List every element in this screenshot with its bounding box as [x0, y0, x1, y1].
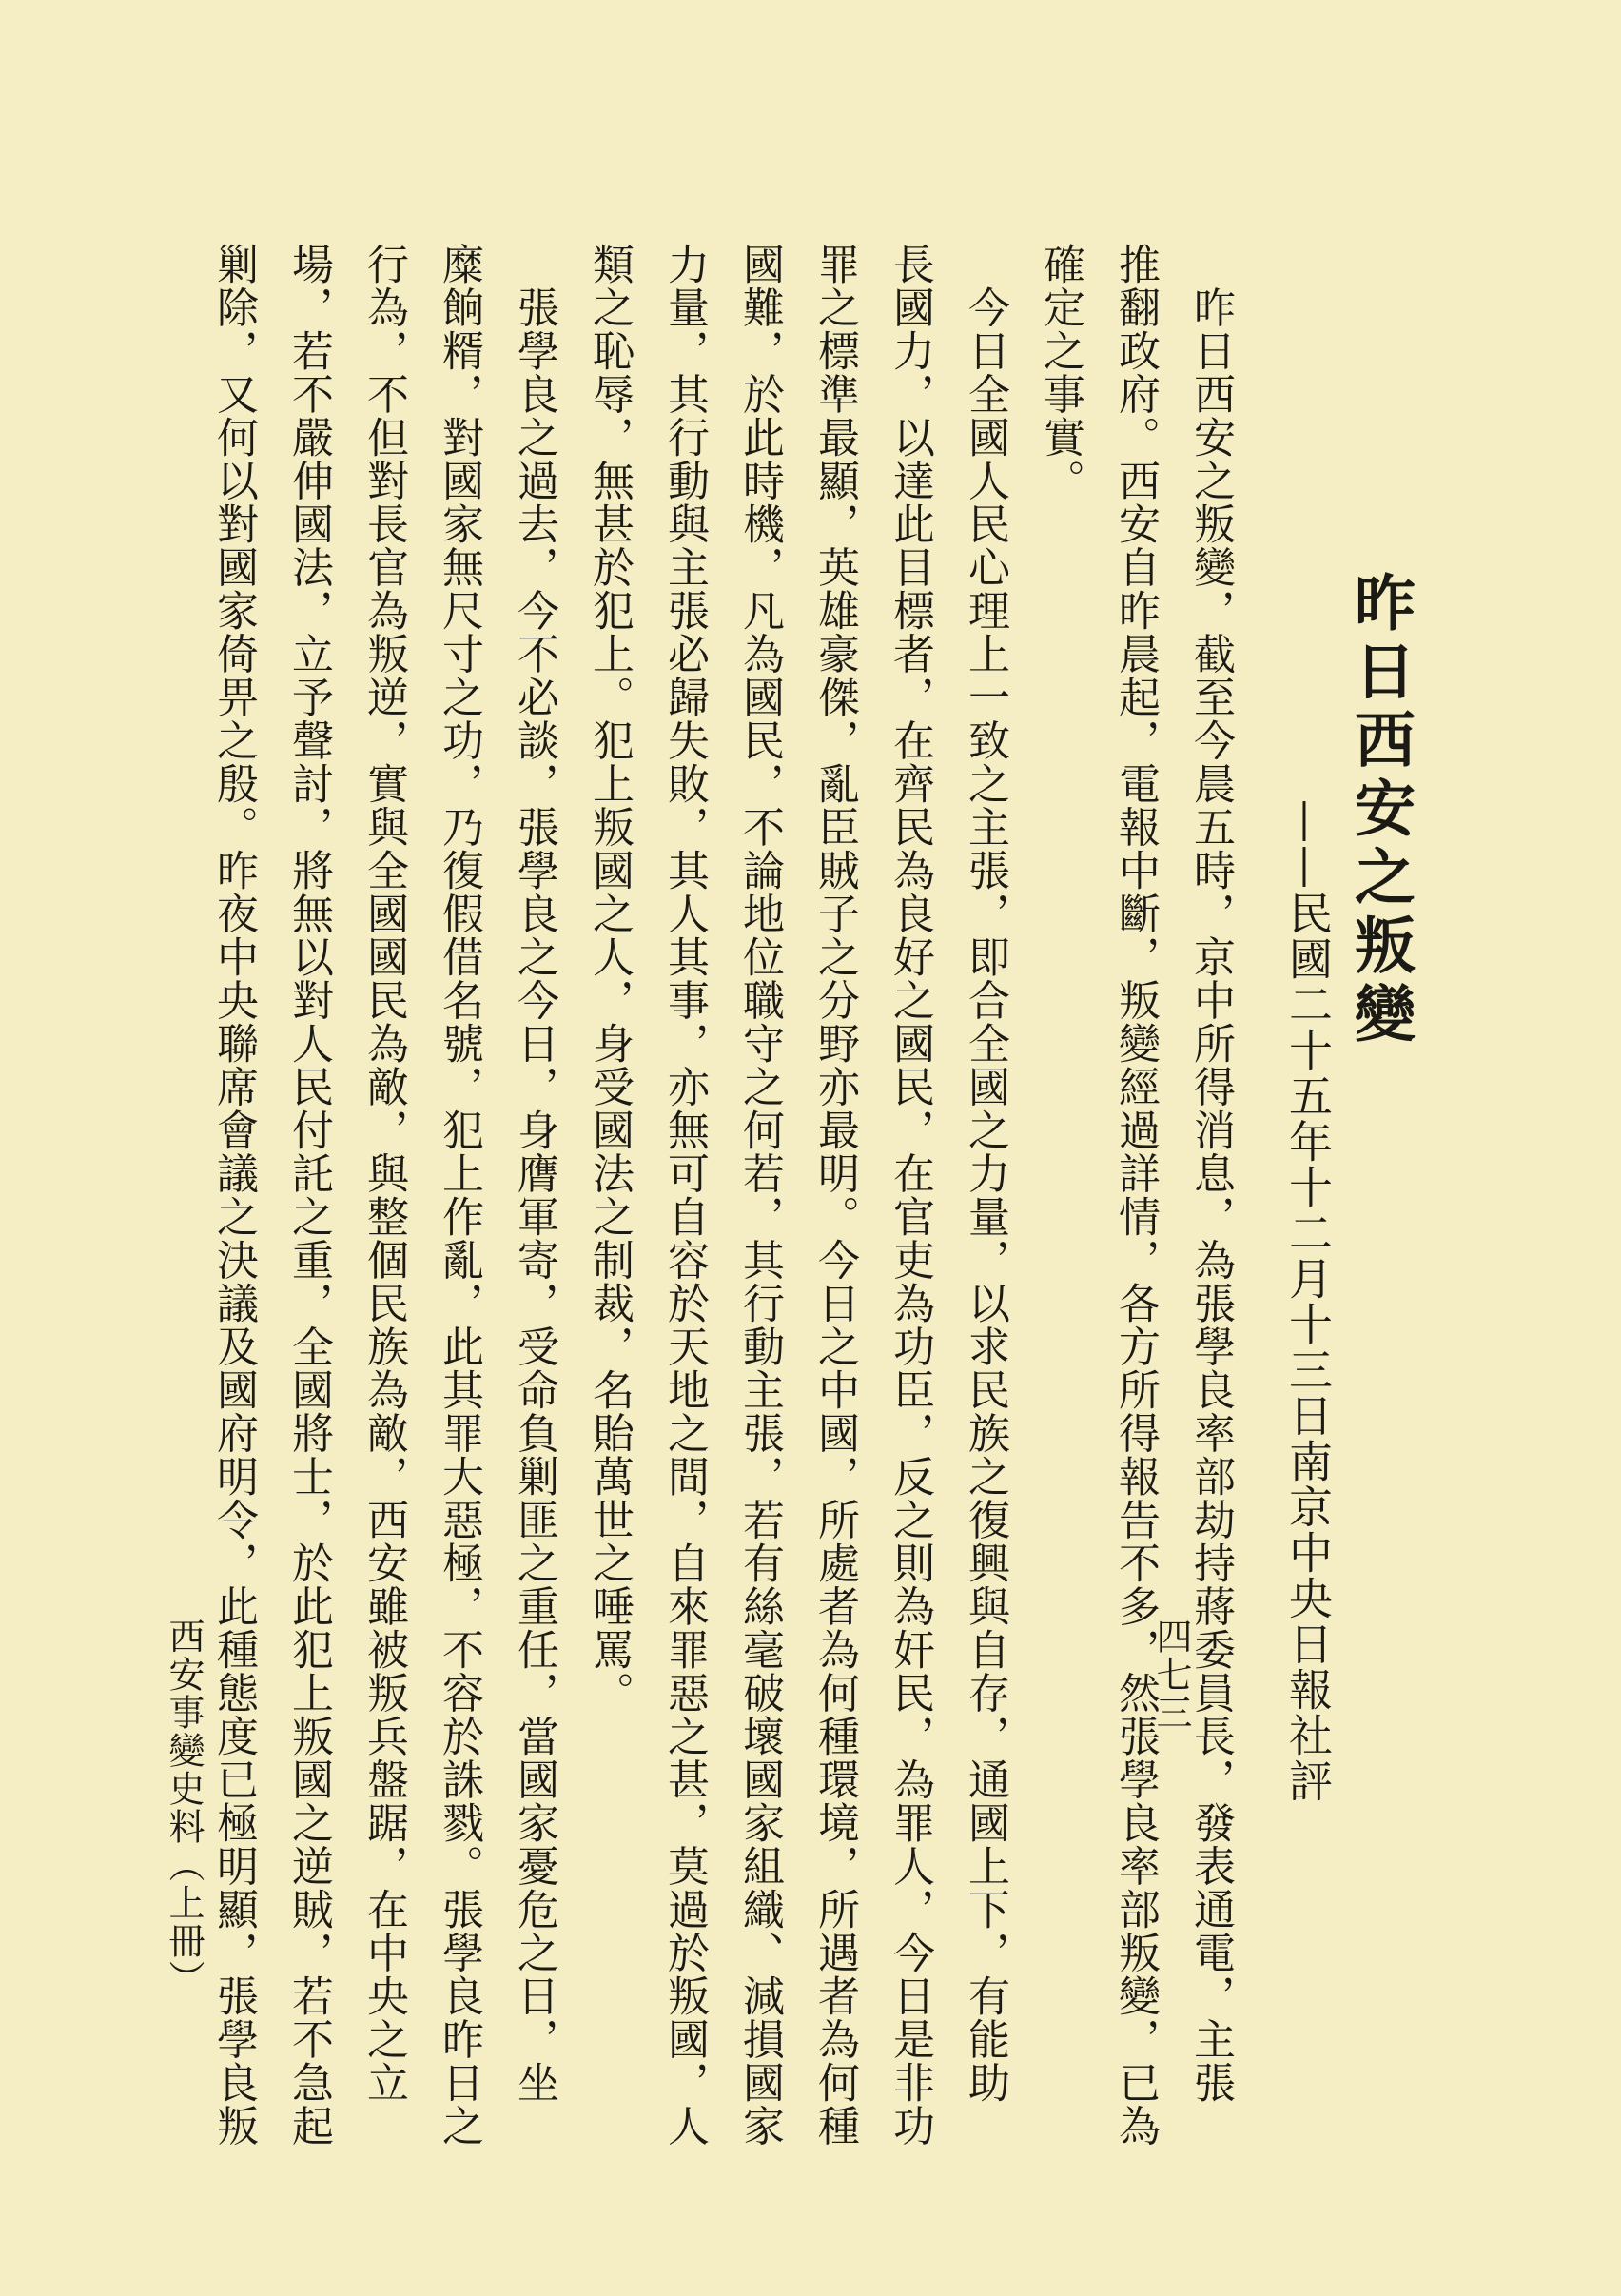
- body-column-14: 剿除，又何以對國家倚畀之殷。昨夜中央聯席會議之決議及國府明令，此種態度已極明顯，張學良叛: [209, 243, 258, 2148]
- body-column-9: 類之恥辱，無甚於犯上。犯上叛國之人，身受國法之制裁，名貽萬世之唾罵。: [585, 243, 634, 1715]
- article-title: 昨日西安之叛變: [1344, 571, 1416, 1050]
- body-column-1: 昨日西安之叛變，截至今晨五時，京中所得消息，為張學良率部劫持蔣委員長，發表通電，主張: [1186, 243, 1235, 2105]
- body-column-2: 推翻政府。西安自昨晨起，電報中斷，叛變經過詳情，各方所得報告不多，然張學良率部叛變，已為: [1111, 243, 1160, 2148]
- body-column-13: 場，若不嚴伸國法，立予聲討，將無以對人民付託之重，全國將士，於此犯上叛國之逆賊，若不急起: [284, 243, 333, 2148]
- body-column-11: 糜餉糈，對國家無尺寸之功，乃復假借名號，犯上作亂，此其罪大惡極，不容於誅戮。張學良昨日之: [435, 243, 483, 2148]
- body-column-8: 力量，其行動與主張必歸失敗，其人其事，亦無可自容於天地之間，自來罪惡之甚，莫過於叛國，人: [660, 243, 709, 2148]
- body-column-12: 行為，不但對長官為叛逆，實與全國國民為敵，與整個民族為敵，西安雖被叛兵盤踞，在中央之立: [360, 243, 408, 2105]
- article-source: ——民國二十五年十二月十三日南京中央日報社評: [1282, 799, 1334, 1804]
- body-column-3: 確定之事實。: [1036, 243, 1084, 502]
- page-number: 四七三: [1150, 1618, 1192, 1732]
- book-title-footer: 西安事變史料（上冊）: [163, 1618, 205, 1998]
- body-column-4: 今日全國人民心理上一致之主張，即合全國之力量，以求民族之復興與自存，通國上下，有能助: [961, 243, 1009, 2105]
- body-column-7: 國難，於此時機，凡為國民，不論地位職守之何若，其行動主張，若有絲毫破壞國家組織、減損國家: [735, 243, 784, 2148]
- body-column-5: 長國力，以達此目標者，在齊民為良好之國民，在官吏為功臣，反之則為奸民，為罪人，今日是非功: [886, 243, 934, 2148]
- bleed-through-texture: [1389, 247, 1429, 291]
- body-column-10: 張學良之過去，今不必談，張學良之今日，身膺軍寄，受命負剿匪之重任，當國家憂危之日，坐: [510, 243, 558, 2105]
- body-column-6: 罪之標準最顯，英雄豪傑，亂臣賊子之分野亦最明。今日之中國，所處者為何種環境，所遇者為何種: [810, 243, 859, 2148]
